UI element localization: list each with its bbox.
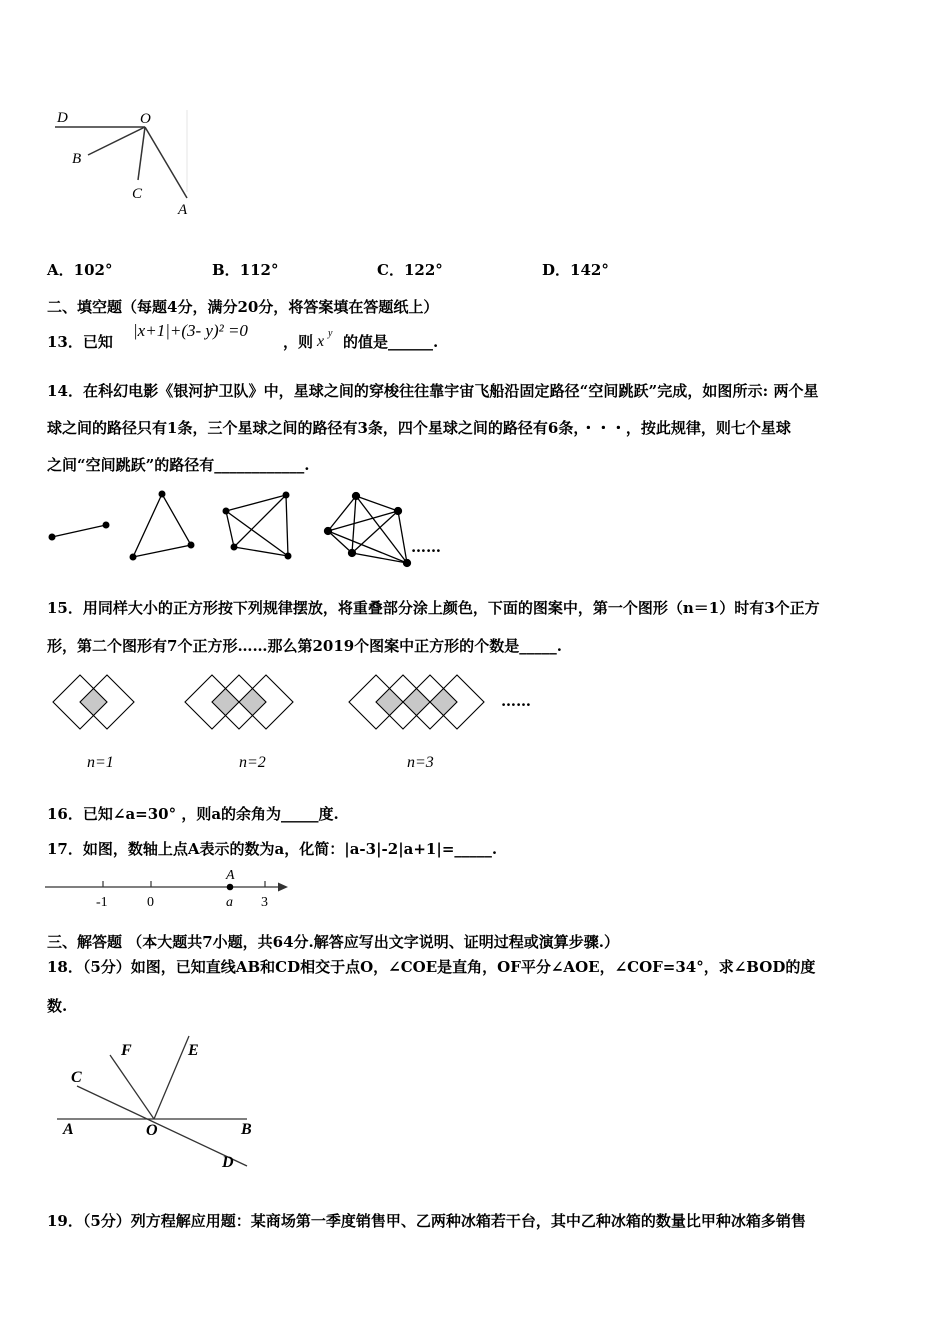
label-b: B xyxy=(72,151,82,167)
option-a: A．102° xyxy=(47,261,113,279)
q15-ellipsis: …… xyxy=(501,692,531,710)
caption-n1: n=1 xyxy=(87,754,114,771)
caption-n2: n=2 xyxy=(239,754,266,771)
q19-line1: 19．（5分）列方程解应用题：某商场第一季度销售甲、乙两种冰箱若干台，其中乙种冰箱的数量比甲种冰箱多销售 xyxy=(47,1212,806,1230)
q14-planet-graphs xyxy=(40,485,470,575)
tick-3: 3 xyxy=(261,895,268,910)
q15-square-patterns xyxy=(40,665,510,745)
label-d: D xyxy=(222,1154,234,1171)
tick-a: a xyxy=(226,895,233,910)
q13-power-exp: y xyxy=(328,328,333,339)
label-o: O xyxy=(140,111,151,127)
q14-ellipsis: …… xyxy=(411,538,441,556)
ray-oe xyxy=(154,1036,189,1119)
q14-line1: 14．在科幻电影《银河护卫队》中，星球之间的穿梭往往靠宇宙飞船沿固定路径“空间跳跃”完成，如图所示: 两个星 xyxy=(47,382,819,400)
label-c: C xyxy=(71,1069,82,1086)
label-a: A xyxy=(178,202,188,218)
label-c: C xyxy=(132,186,143,202)
q12-angle-figure xyxy=(50,100,200,225)
axis-arrow xyxy=(278,883,288,892)
caption-n3: n=3 xyxy=(407,754,434,771)
q18-line1: 18．（5分）如图，已知直线AB和CD相交于点O，∠COE是直角，OF平分∠AOE，∠COF=34°，求∠BOD的度 xyxy=(47,958,816,976)
option-c: C．122° xyxy=(377,261,443,279)
label-d: D xyxy=(57,110,68,126)
q13-suffix: 的值是______. xyxy=(343,333,439,351)
option-d: D．142° xyxy=(542,261,609,279)
ray-ob xyxy=(88,127,145,155)
label-e: E xyxy=(188,1042,199,1059)
pattern-n1 xyxy=(53,675,134,729)
point-a xyxy=(227,884,234,891)
q14-line2: 球之间的路径只有1条，三个星球之间的路径有3条，四个星球之间的路径有6条，・・・，按此规律，则七个星球 xyxy=(47,419,791,437)
section3-heading: 三、解答题 （本大题共7小题，共64分.解答应写出文字说明、证明过程或演算步骤.） xyxy=(47,933,619,951)
section2-heading: 二、填空题（每题4分，满分20分，将答案填在答题纸上） xyxy=(47,298,439,316)
ray-of xyxy=(110,1055,154,1119)
q17-text: 17．如图，数轴上点A表示的数为a，化简：|a-3|-2|a+1|=_____. xyxy=(47,840,498,858)
label-f: F xyxy=(121,1042,132,1059)
q16-text: 16．已知∠a=30° ，则a的余角为_____度. xyxy=(47,805,339,823)
graph-five-points xyxy=(325,493,411,567)
label-o: O xyxy=(146,1122,158,1139)
pattern-n3 xyxy=(349,675,484,729)
overlap-fill xyxy=(80,689,107,716)
graph-three-points xyxy=(130,491,195,561)
q14-line3: 之间“空间跳跃”的路径有____________. xyxy=(47,456,310,474)
ray-oa xyxy=(145,127,187,198)
q18-line2: 数. xyxy=(47,997,68,1015)
ray-oc xyxy=(138,127,145,180)
option-b: B．112° xyxy=(212,261,279,279)
q18-intersecting-lines-figure xyxy=(50,1030,270,1175)
q15-line1: 15．用同样大小的正方形按下列规律摆放，将重叠部分涂上颜色，下面的图案中，第一个图形（n＝1）时有3个正方 xyxy=(47,599,820,617)
q17-number-line xyxy=(40,866,295,912)
graph-four-points xyxy=(223,492,292,560)
tick-0: 0 xyxy=(147,895,154,910)
q15-line2: 形，第二个图形有7个正方形……那么第2019个图案中正方形的个数是_____. xyxy=(47,637,562,655)
graph-two-points xyxy=(49,522,110,541)
q13-power-base: x xyxy=(317,333,325,350)
tick-neg1: -1 xyxy=(96,895,108,910)
pattern-n2 xyxy=(185,675,293,729)
q13-formula: |x+1|+(3- y)² =0 xyxy=(133,321,248,340)
label-a: A xyxy=(63,1121,74,1138)
q13-middle: ，则 xyxy=(283,333,314,351)
point-a-label: A xyxy=(226,868,235,883)
label-b: B xyxy=(241,1121,252,1138)
q13-prefix: 13．已知 xyxy=(47,333,113,351)
